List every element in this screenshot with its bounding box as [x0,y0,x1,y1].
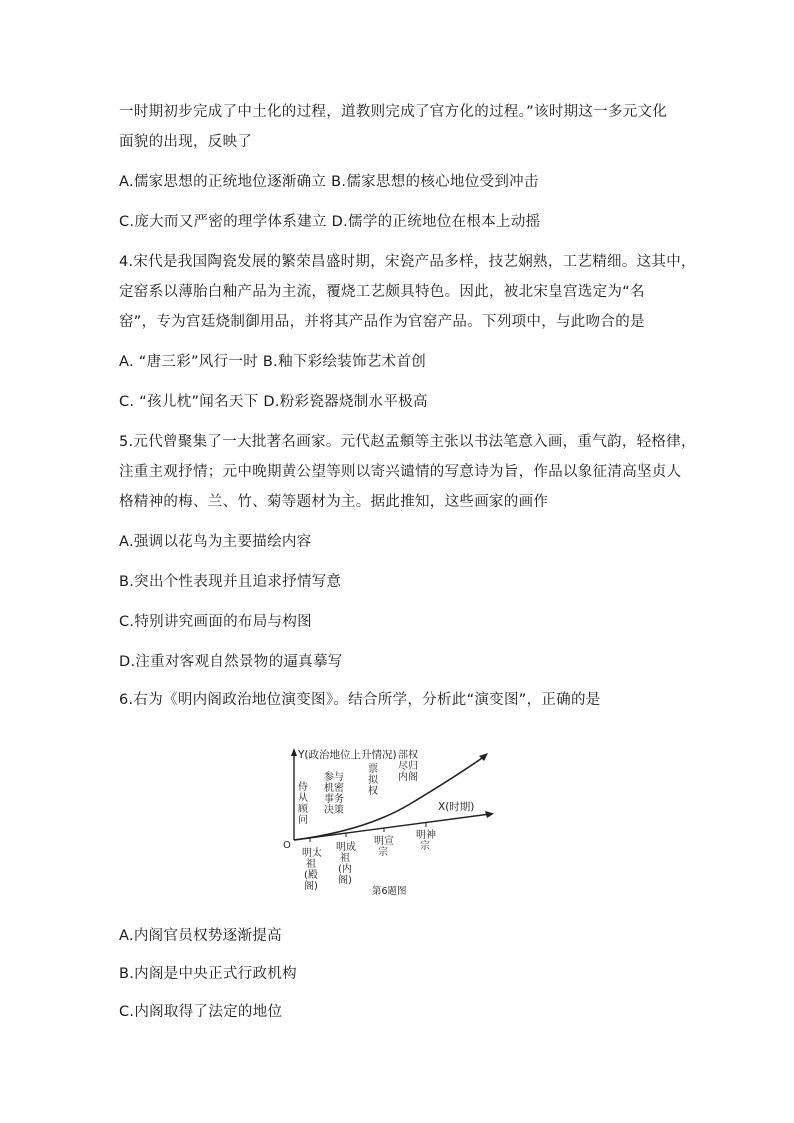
svg-text:明成: 明成 [336,842,356,853]
svg-text:部权: 部权 [398,750,418,761]
q4-options-a-b: A. “唐三彩”风行一时 B.釉下彩绘装饰艺术首创 [119,354,427,370]
svg-text:宗: 宗 [378,847,388,858]
svg-text:参与: 参与 [324,772,344,783]
q5-stem-line-2: 注重主观抒情；元中晚期黄公望等则以寄兴谴情的写意诗为旨，作品以象征清高坚贞人 [119,464,682,480]
y-axis-arrow-icon [291,748,297,756]
svg-text:祖: 祖 [306,859,316,870]
svg-text:从: 从 [298,793,308,804]
q3-stem-line-2: 面貌的出现，反映了 [119,134,253,150]
svg-text:权: 权 [368,786,378,797]
period-label-1 [302,846,322,892]
q5-stem-line-3: 格精神的梅、兰、竹、菊等题材为主。据此推知，这些画家的画作 [119,494,549,510]
q5-option-c: C.特别讲究画面的布局与构图 [119,614,312,630]
q5-option-d: D.注重对客观自然景物的逼真摹写 [119,654,343,670]
q4-stem-line-1: 4.宋代是我国陶瓷发展的繁荣昌盛时期，宋瓷产品多样，技艺娴熟，工艺精细。这其中， [119,254,696,270]
svg-text:(内: (内 [338,864,352,875]
stage-label-3 [368,763,379,797]
svg-text:事务: 事务 [324,794,344,805]
svg-text:祖: 祖 [340,853,350,864]
svg-text:顾: 顾 [298,804,308,815]
stage-label-4 [398,748,418,783]
q6-option-c: C.内阁取得了法定的地位 [119,1004,283,1020]
q6-option-a: A.内阁官员权势逐渐提高 [119,928,282,944]
svg-text:(殿: (殿 [304,870,318,881]
stage-label-2 [324,770,344,816]
svg-text:决策: 决策 [324,805,344,816]
x-axis-label: X(时期) [438,801,475,813]
x-axis-arrow-icon [485,811,494,818]
q3-stem-line-1: 一时期初步完成了中土化的过程，道教则完成了官方化的过程。”该时期这一多元文化 [119,104,668,120]
figure-caption: 第6题图 [372,886,407,897]
q4-options-c-d: C. “孩儿枕”闻名天下 D.粉彩瓷器烧制水平极高 [119,394,428,410]
q6-stem: 6.右为《明内阁政治地位演变图》。结合所学，分析此“演变图”，正确的是 [119,692,601,708]
svg-text:尽归: 尽归 [398,761,418,772]
q3-options-c-d: C.庞大而又严密的理学体系建立 D.儒学的正统地位在根本上动摇 [119,214,541,230]
svg-text:票: 票 [368,764,378,775]
svg-text:明太: 明太 [302,848,322,859]
svg-text:明神: 明神 [416,830,436,841]
period-label-3 [374,835,394,858]
stage-label-1 [298,780,309,826]
q4-stem-line-3: 窑”，专为宫廷烧制御用品，并将其产品作为官窑产品。下列项中，与此吻合的是 [119,314,645,330]
period-label-2 [336,840,356,886]
period-label-4 [416,828,436,852]
svg-text:机密: 机密 [324,783,344,794]
q6-option-b: B.内阁是中央正式行政机构 [119,966,297,982]
svg-text:宗: 宗 [420,841,430,852]
svg-text:明宣: 明宣 [374,836,394,847]
q5-stem-line-1: 5.元代曾聚集了一大批著名画家。元代赵孟頫等主张以书法笔意入画，重气韵，轻格律， [119,434,696,450]
evolution-diagram [280,742,520,902]
q5-option-a: A.强调以花鸟为主要描绘内容 [119,534,312,550]
svg-text:拟: 拟 [368,775,378,786]
y-axis-label: Y(政治地位上升情况) [298,749,397,761]
svg-text:侍: 侍 [298,782,308,793]
q3-options-a-b: A.儒家思想的正统地位逐渐确立 B.儒家思想的核心地位受到冲击 [119,174,539,190]
svg-text:问: 问 [298,815,308,826]
inner-cabinet-evolution-figure [280,742,520,902]
svg-text:内阁: 内阁 [398,772,418,783]
svg-text:阁): 阁) [338,875,352,886]
origin-label: O [283,840,291,851]
q4-stem-line-2: 定窑系以薄胎白釉产品为主流，覆烧工艺颇具特色。因此，被北宋皇宫选定为“名 [119,284,645,300]
svg-text:阁): 阁) [304,881,318,892]
q5-option-b: B.突出个性表现并且追求抒情写意 [119,574,342,590]
